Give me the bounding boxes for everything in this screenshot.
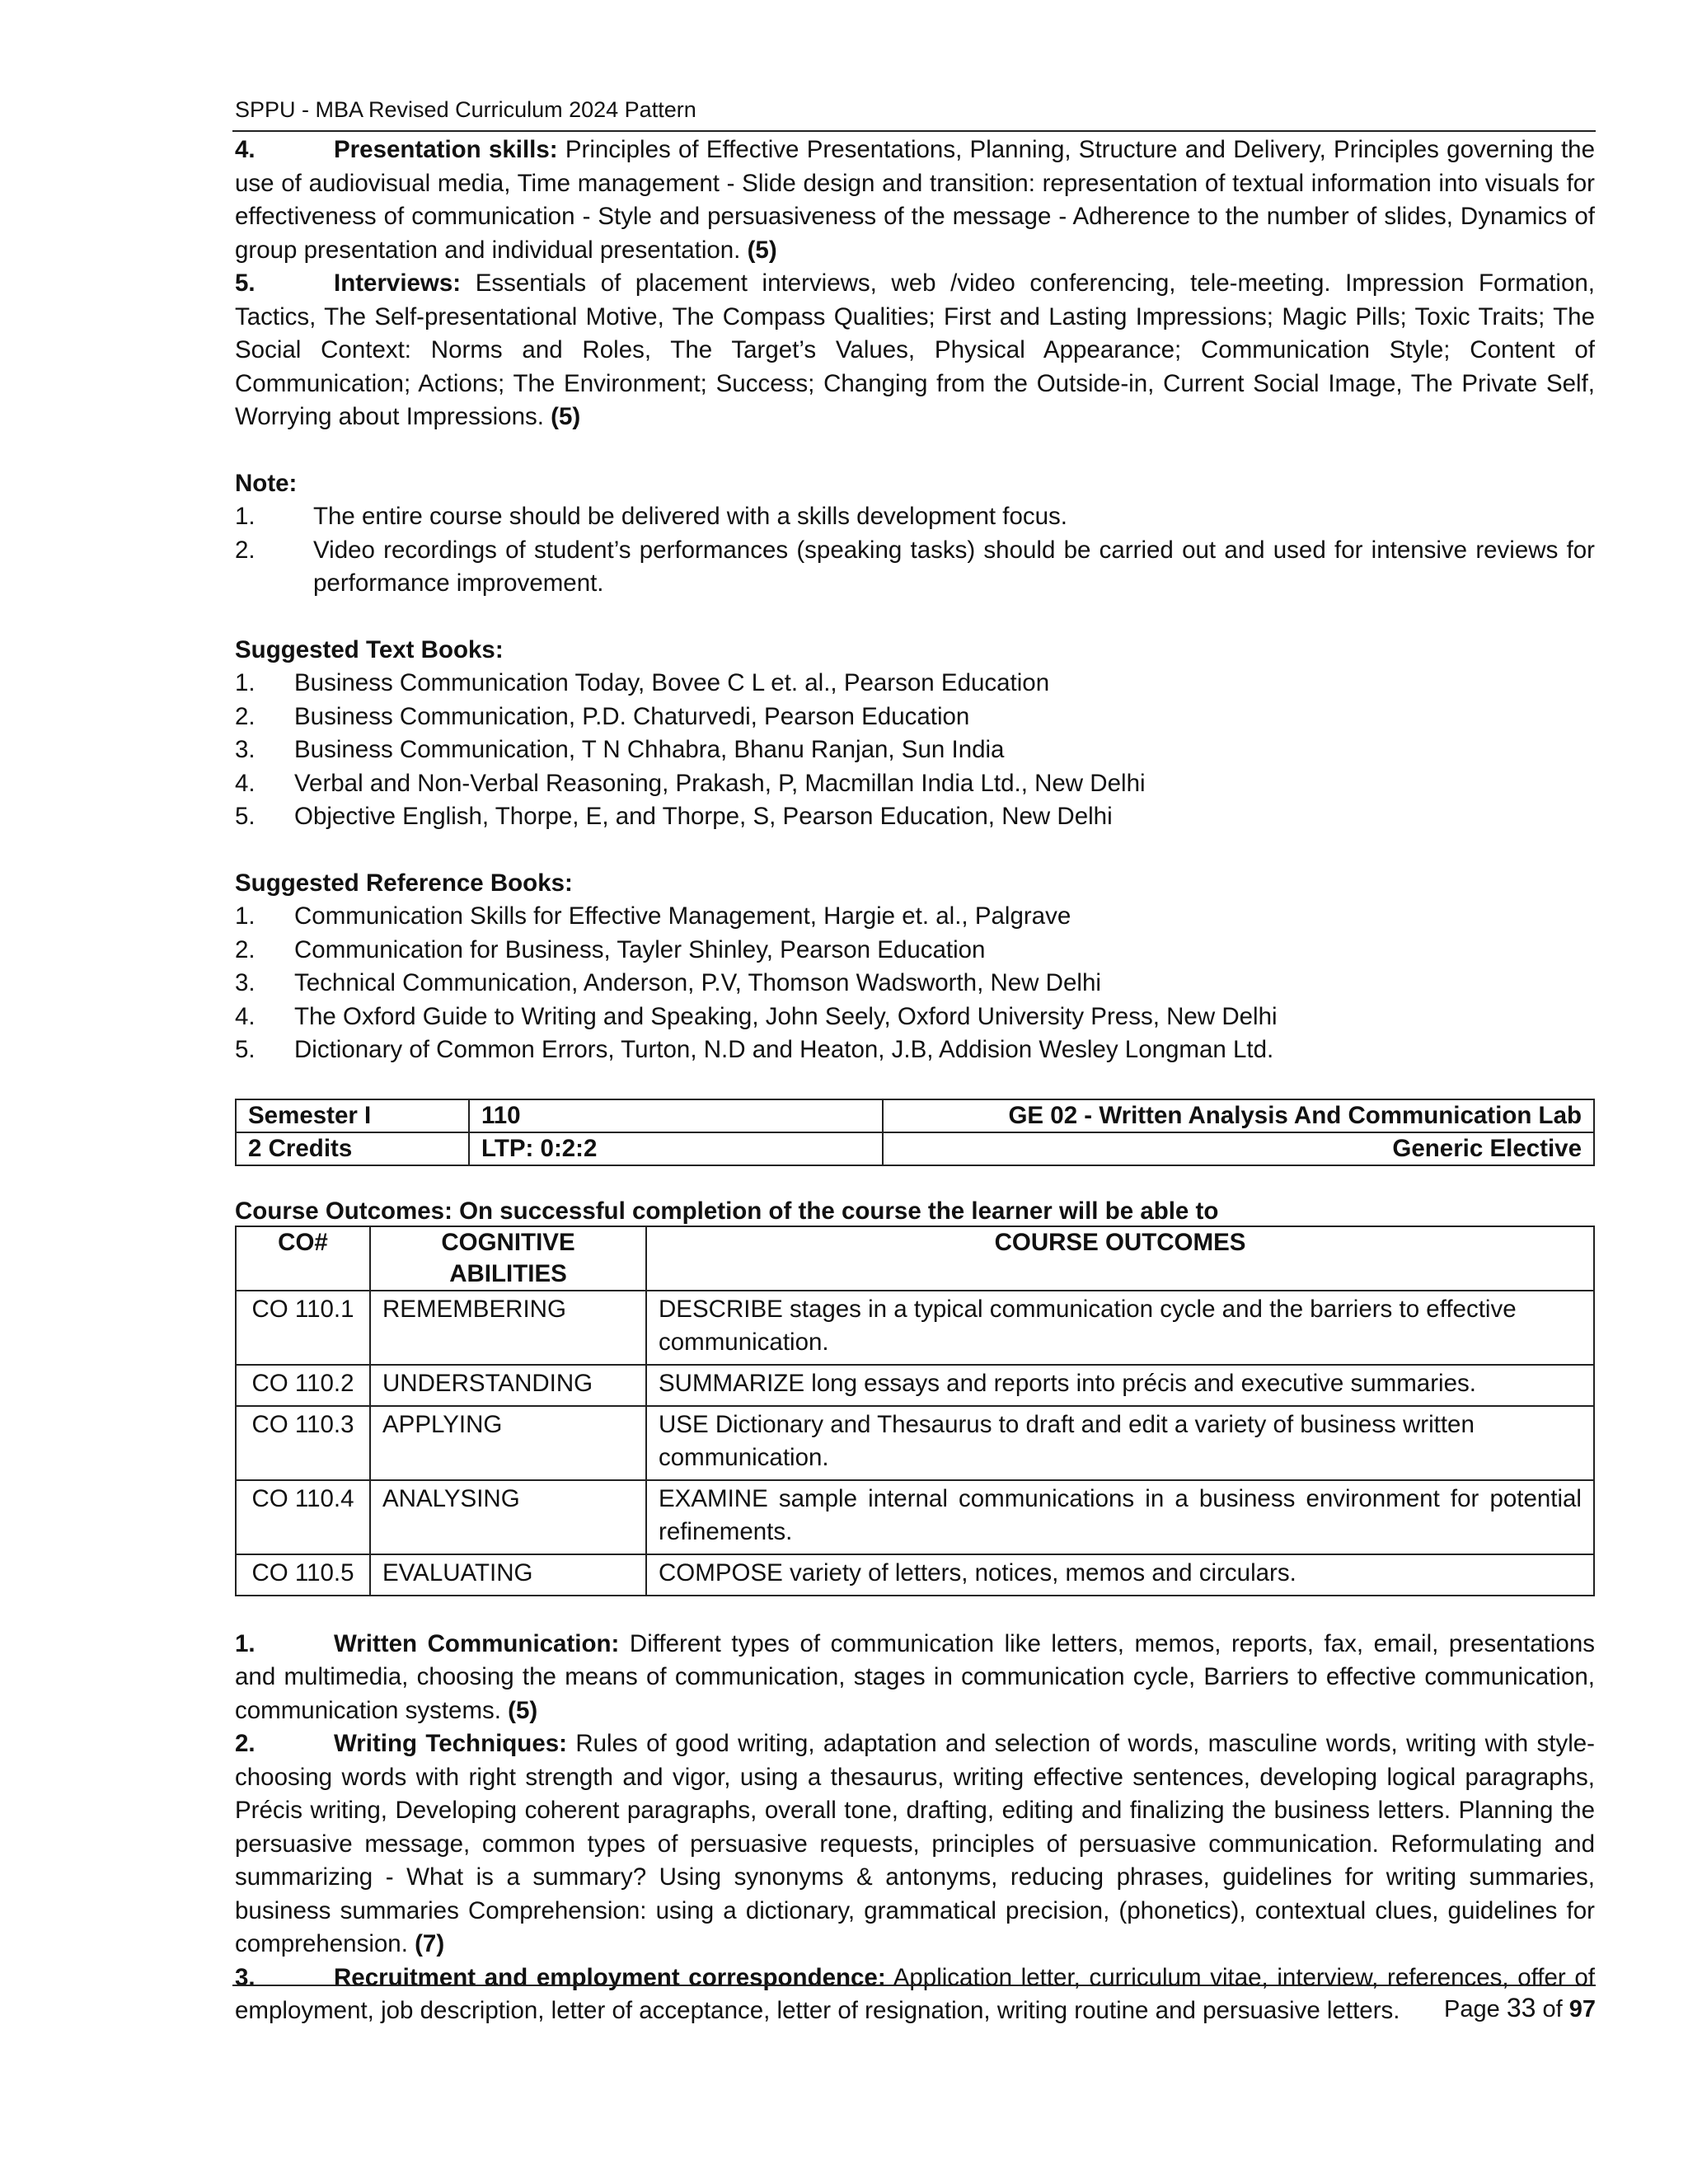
course-code-cell: 110 [469, 1099, 883, 1132]
note-heading: Note: [235, 469, 298, 497]
outcome-cell: EXAMINE sample internal communications in a business environment for potential refinements. [646, 1480, 1594, 1554]
section-number: 1. [235, 1629, 256, 1657]
text-book-item: 5. Objective English, Thorpe, E, and Thorpe, S, Pearson Education, New Delhi [235, 803, 1113, 830]
page-header: SPPU - MBA Revised Curriculum 2024 Pattern [235, 97, 696, 122]
section-hours: (5) [508, 1696, 538, 1724]
table-row [236, 1365, 1594, 1406]
section-number: 2. [235, 1730, 256, 1757]
column-header: COGNITIVE ABILITIES [370, 1226, 646, 1291]
reference-book-item: 3. Technical Communication, Anderson, P.V, Thomson Wadsworth, New Delhi [235, 969, 1101, 996]
course-outcomes-table [235, 1226, 1595, 1596]
text-book-item: 2. Business Communication, P.D. Chaturvedi, Pearson Education [235, 702, 970, 730]
section-number: 5. [235, 269, 256, 297]
section-number: 3. [235, 1963, 256, 1991]
ability-cell: UNDERSTANDING [370, 1365, 646, 1406]
outcome-cell: USE Dictionary and Thesaurus to draft and edit a variety of business written communication. [646, 1406, 1594, 1480]
ability-cell: EVALUATING [370, 1554, 646, 1596]
ability-cell: REMEMBERING [370, 1291, 646, 1365]
co-cell: CO 110.1 [236, 1291, 370, 1365]
table-row [236, 1291, 1594, 1365]
table-row [236, 1480, 1594, 1554]
reference-book-item: 4. The Oxford Guide to Writing and Speaking, John Seely, Oxford University Press, New Delhi [235, 1002, 1278, 1030]
reference-book-item: 5. Dictionary of Common Errors, Turton, N.D and Heaton, J.B, Addision Wesley Longman Ltd. [235, 1036, 1274, 1063]
text-book-item: 4. Verbal and Non-Verbal Reasoning, Prakash, P, Macmillan India Ltd., New Delhi [235, 769, 1146, 797]
section-title: Recruitment and employment correspondence: [334, 1963, 886, 1991]
section-body: Different types of communication like letters, memos, reports, fax, email, presentations and multimedia, choosing the means of communication, stages in communication cycle, Barriers to effective communication, communication systems. [235, 1629, 1595, 1724]
co-cell: CO 110.3 [236, 1406, 370, 1480]
note-item: 2. Video recordings of student’s performances (speaking tasks) should be carried out and used for intensive reviews for performance improvement. [235, 536, 1595, 597]
course-type-cell: Generic Elective [883, 1132, 1594, 1165]
page-label: Page [1444, 1996, 1500, 2022]
note-item: 1. The entire course should be delivered with a skills development focus. [235, 503, 1067, 530]
section-body: Principles of Effective Presentations, Planning, Structure and Delivery, Principles governing the use of audiovisual media, Time management - Slide design and transition: representation of textual information into visuals for effectiveness of communication - Style and persuasiveness of the message - Adherence to the number of slides, Dynamics of group presentation and individual presentation. [235, 136, 1595, 264]
outcome-cell: SUMMARIZE long essays and reports into précis and executive summaries. [646, 1365, 1594, 1406]
reference-books-heading: Suggested Reference Books: [235, 869, 573, 897]
section-title: Interviews: [334, 269, 462, 297]
table-row [236, 1099, 1594, 1132]
page-total: 97 [1568, 1996, 1596, 2022]
table-header-row [236, 1226, 1594, 1291]
page-content [235, 134, 1595, 2028]
text-book-item: 3. Business Communication, T N Chhabra, Bhanu Ranjan, Sun India [235, 736, 1005, 763]
section-hours: (5) [747, 236, 777, 264]
section-hours: (7) [415, 1930, 445, 1957]
text-books-heading: Suggested Text Books: [235, 635, 504, 663]
section-written-communication [235, 1628, 1595, 1728]
ability-cell: APPLYING [370, 1406, 646, 1480]
course-title-cell: GE 02 - Written Analysis And Communication Lab [883, 1099, 1594, 1132]
co-cell: CO 110.2 [236, 1365, 370, 1406]
section-interviews [235, 267, 1595, 434]
section-title: Presentation skills: [334, 136, 558, 163]
section-recruitment-correspondence [235, 1961, 1595, 2028]
table-row [236, 1132, 1594, 1165]
semester-cell: Semester I [236, 1099, 469, 1132]
column-header: COURSE OUTCOMES [646, 1226, 1594, 1291]
page-number: 33 [1506, 1993, 1536, 2022]
section-body: Application letter, curriculum vitae, interview, references, offer of employment, job description, letter of acceptance, letter of resignation, writing routine and persuasive letters. [235, 1963, 1595, 2024]
ltp-cell: LTP: 0:2:2 [469, 1132, 883, 1165]
section-title: Written Communication: [334, 1629, 620, 1657]
co-cell: CO 110.4 [236, 1480, 370, 1554]
reference-book-item: 2. Communication for Business, Tayler Shinley, Pearson Education [235, 935, 986, 963]
of-label: of [1542, 1996, 1563, 2022]
reference-book-item: 1. Communication Skills for Effective Management, Hargie et. al., Palgrave [235, 902, 1071, 930]
section-body: Essentials of placement interviews, web /video conferencing, tele-meeting. Impression Formation, Tactics, The Self-presentational Motive, The Compass Qualities; First and Lasting Impressions; Magic Pills; Toxic Traits; The Social Context: Norms and Roles, The Target’s Values, Physical Appearance; Communication Style; Content of Communication; Actions; The Environment; Success; Changing from the Outside-in, Current Social Image, The Private Self, Worrying about Impressions. [235, 269, 1595, 430]
outcome-cell: COMPOSE variety of letters, notices, memos and circulars. [646, 1554, 1594, 1596]
section-body: Rules of good writing, adaptation and selection of words, masculine words, writing with style- choosing words with right strength and vigor, using a thesaurus, writing effective sentences, developing logical paragraphs, Précis writing, Developing coherent paragraphs, overall tone, drafting, editing and finalizing the business letters. Planning the persuasive message, common types of persuasive requests, principles of persuasive communication. Reformulating and summarizing - What is a summary? Using synonyms & antonyms, reducing phrases, guidelines for writing summaries, business summaries Comprehension: using a dictionary, grammatical precision, (phonetics), contextual clues, guidelines for comprehension. [235, 1730, 1595, 1957]
table-row [236, 1406, 1594, 1480]
ability-cell: ANALYSING [370, 1480, 646, 1554]
table-row [236, 1554, 1594, 1596]
footer-rule [232, 1985, 1596, 1986]
text-book-item: 1. Business Communication Today, Bovee C L et. al., Pearson Education [235, 669, 1050, 696]
page-footer [1444, 1993, 1596, 2023]
credits-cell: 2 Credits [236, 1132, 469, 1165]
course-outcomes-heading: Course Outcomes: On successful completion of the course the learner will be able to [235, 1197, 1219, 1225]
section-writing-techniques [235, 1727, 1595, 1961]
header-rule [232, 130, 1596, 132]
co-cell: CO 110.5 [236, 1554, 370, 1596]
section-presentation-skills [235, 134, 1595, 267]
column-header: CO# [236, 1226, 370, 1291]
semester-table [235, 1099, 1595, 1166]
section-hours: (5) [551, 403, 581, 430]
section-number: 4. [235, 136, 256, 163]
section-title: Writing Techniques: [334, 1730, 567, 1757]
outcome-cell: DESCRIBE stages in a typical communication cycle and the barriers to effective communication. [646, 1291, 1594, 1365]
